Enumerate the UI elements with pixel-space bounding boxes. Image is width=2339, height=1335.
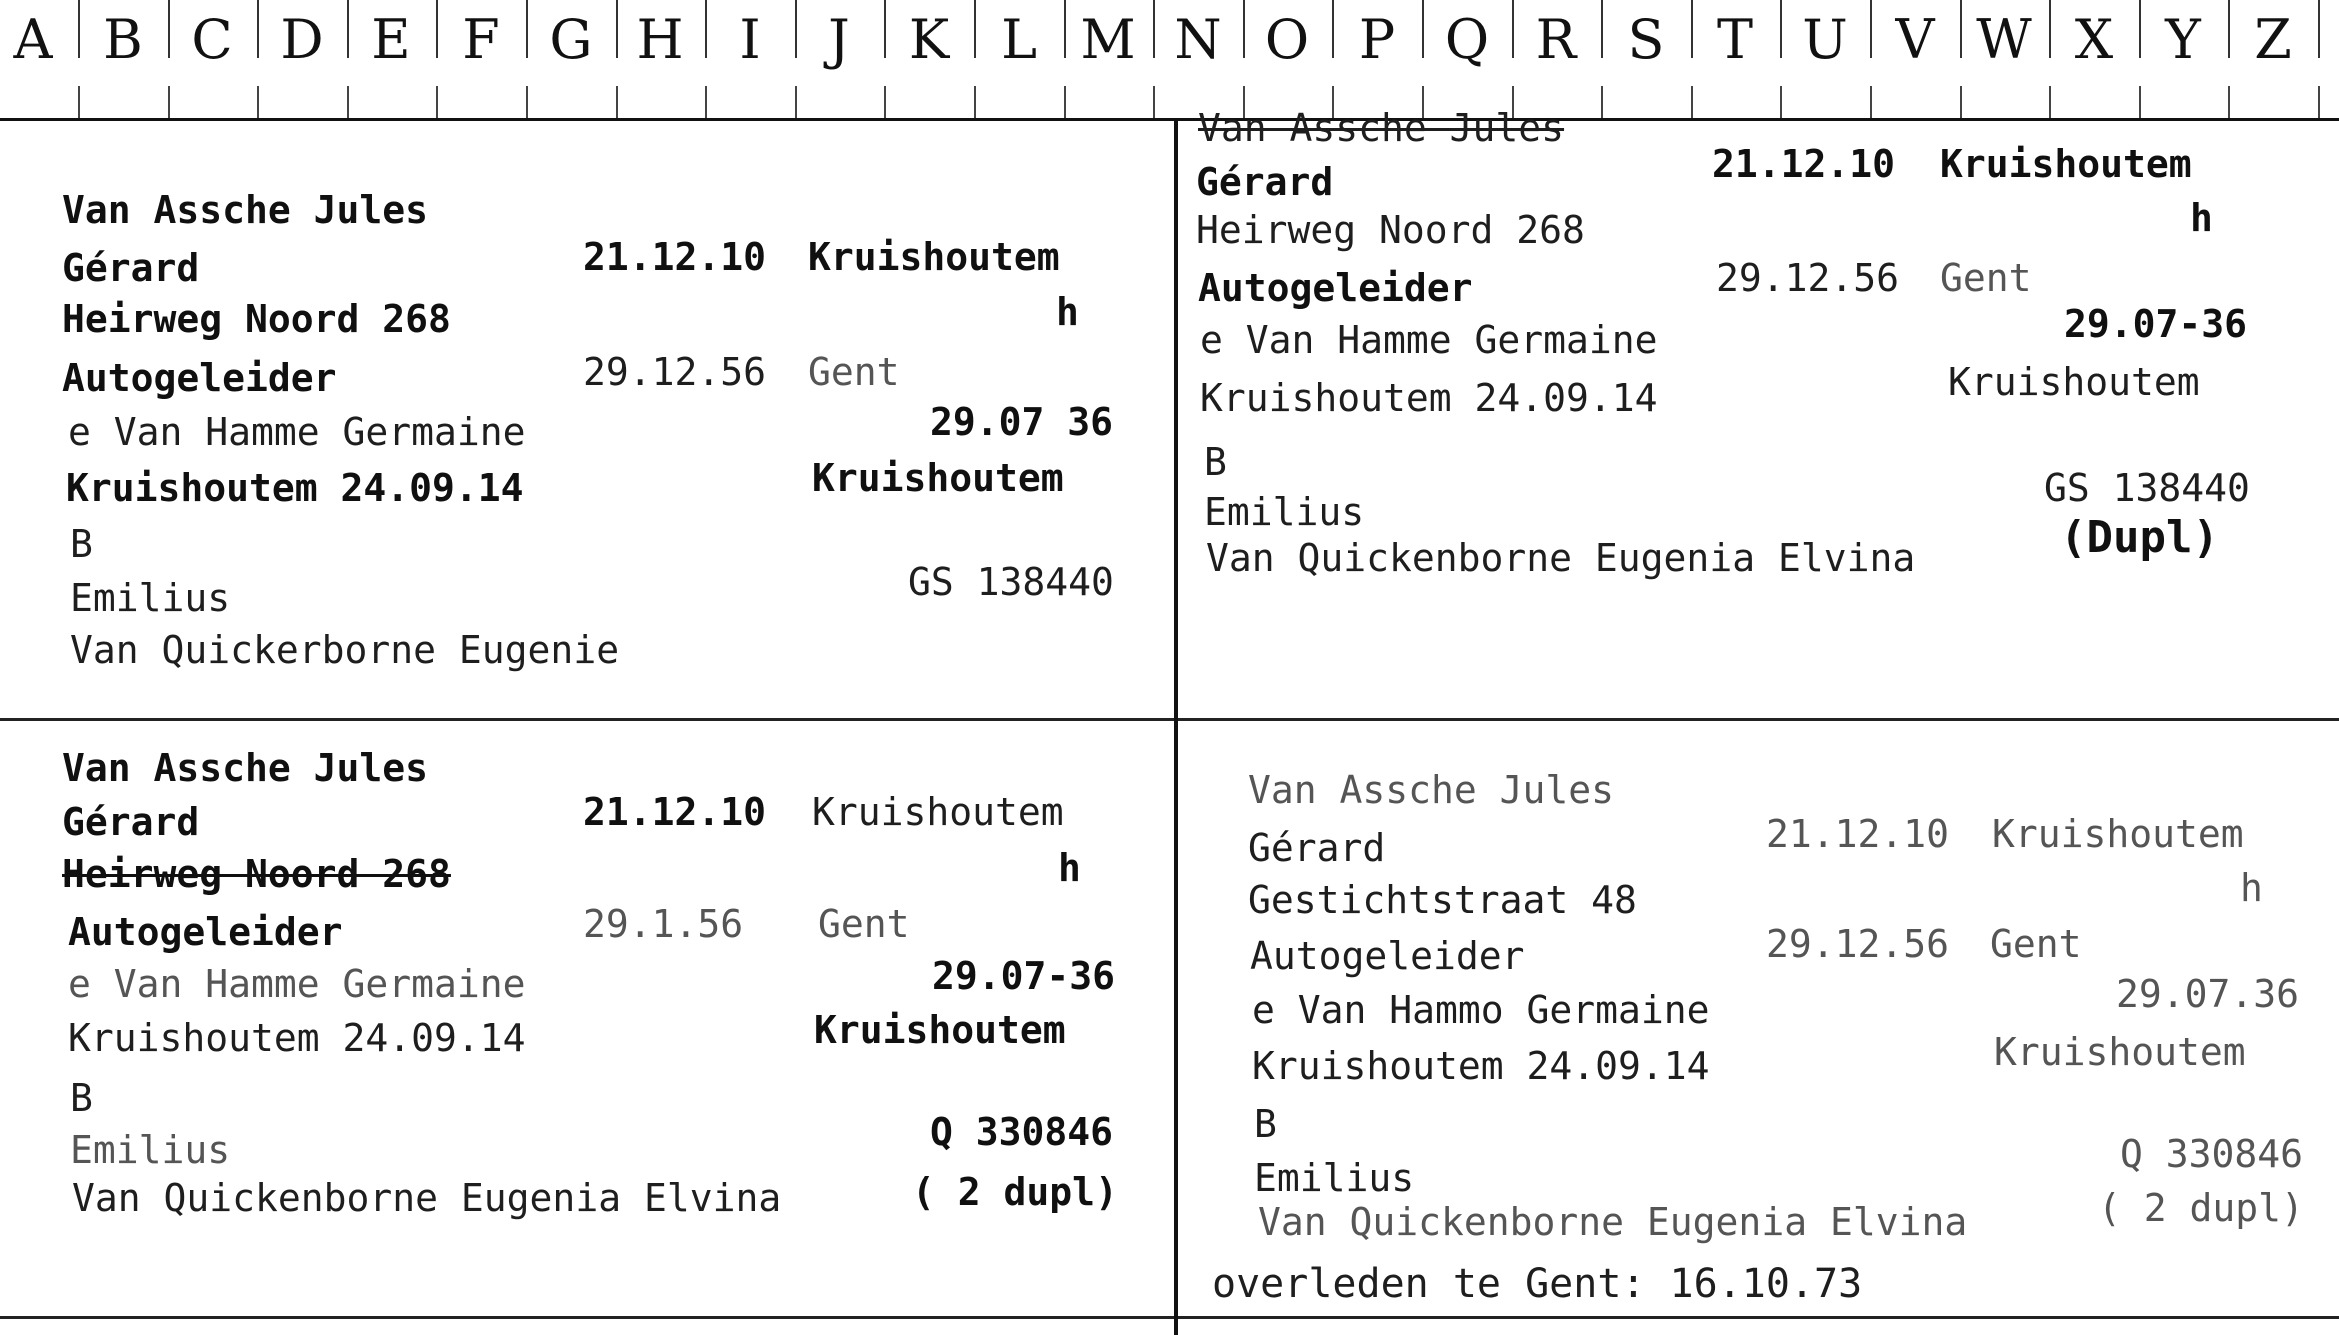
father-name: Emilius	[70, 1128, 231, 1172]
duplicate-note: (Dupl)	[2060, 512, 2219, 563]
index-letter-n: N	[1174, 8, 1222, 71]
reference-number: GS 138440	[908, 560, 1114, 604]
reference-number: GS 138440	[2044, 466, 2250, 510]
alphabet-index	[0, 0, 2339, 122]
birth-place: Kruishoutem	[1992, 812, 2244, 856]
marriage-date: 29.12.56	[1766, 922, 1950, 966]
birth-date: 21.12.10	[583, 790, 767, 834]
address: Heirweg Noord 268	[1196, 208, 1585, 252]
index-tick-lower	[974, 86, 976, 118]
mother-name: Van Quickenborne Eugenia Elvina	[1258, 1200, 1968, 1244]
marriage-date: 29.12.56	[1716, 256, 1900, 300]
birth-date: 21.12.10	[1766, 812, 1950, 856]
index-letter-t: T	[1716, 8, 1754, 71]
index-tick-lower	[2228, 86, 2230, 118]
index-tick-lower	[1601, 86, 1603, 118]
index-tick-lower	[884, 86, 886, 118]
index-letter-q: Q	[1444, 8, 1490, 71]
index-tick-lower	[2049, 86, 2051, 118]
right-date: 29.07-36	[2064, 302, 2248, 346]
right-place: Kruishoutem	[814, 1008, 1066, 1052]
given-name: Gérard	[1196, 160, 1334, 204]
card-divider-vertical	[1174, 120, 1178, 1335]
marriage-place: Gent	[808, 350, 900, 394]
right-place: Kruishoutem	[1994, 1030, 2246, 1074]
duplicate-note: ( 2 dupl)	[2098, 1186, 2304, 1230]
index-letter-d: D	[280, 8, 324, 71]
spouse-birth: Kruishoutem 24.09.14	[1200, 376, 1658, 420]
marriage-place: Gent	[1940, 256, 2032, 300]
index-tick-lower	[795, 86, 797, 118]
index-letter-p: P	[1358, 8, 1396, 71]
index-letter-m: M	[1080, 8, 1136, 71]
index-letter-u: U	[1802, 8, 1848, 71]
index-tick-lower	[526, 86, 528, 118]
person-name: Van Assche Jules	[1248, 768, 1615, 812]
index-tick-lower	[168, 86, 170, 118]
occupation: Autogeleider	[1198, 266, 1473, 310]
occupation: Autogeleider	[62, 356, 337, 400]
index-letter-s: S	[1627, 8, 1665, 71]
index-tick-lower	[2139, 86, 2141, 118]
index-letter-j: J	[828, 8, 850, 71]
index-tick-lower	[1960, 86, 1962, 118]
father-name: Emilius	[1204, 490, 1365, 534]
address: Heirweg Noord 268	[62, 297, 451, 341]
card-divider-horizontal-right	[1178, 718, 2339, 721]
given-name: Gérard	[62, 800, 200, 844]
index-letter-r: R	[1535, 8, 1577, 71]
death-note: overleden te Gent: 16.10.73	[1212, 1261, 1863, 1307]
index-letter-x: X	[2074, 8, 2114, 71]
index-rule	[0, 118, 2339, 121]
index-letter-l: L	[1001, 8, 1037, 71]
struck-header: Van Assche Jules	[1198, 106, 1565, 150]
index-tick-lower	[436, 86, 438, 118]
index-letter-w: W	[1976, 8, 2032, 71]
index-letter-o: O	[1264, 8, 1310, 71]
spouse-birth: Kruishoutem 24.09.14	[1252, 1044, 1710, 1088]
mother-name: Van Quickerborne Eugenie	[70, 628, 620, 672]
card-divider-horizontal-left	[0, 718, 1174, 721]
code: B	[1204, 440, 1227, 484]
index-letter-e: E	[371, 8, 411, 71]
person-name: Van Assche Jules	[62, 188, 429, 232]
index-tick-lower	[1064, 86, 1066, 118]
code: B	[70, 522, 93, 566]
index-letter-v: V	[1895, 8, 1935, 71]
index-tick-lower	[1780, 86, 1782, 118]
occupation: Autogeleider	[1250, 934, 1525, 978]
occupation: Autogeleider	[68, 910, 343, 954]
marriage-date: 29.1.56	[583, 902, 744, 946]
index-tick-lower	[1870, 86, 1872, 118]
index-letter-z: Z	[2254, 8, 2292, 71]
father-name: Emilius	[70, 576, 231, 620]
father-name: Emilius	[1254, 1156, 1415, 1200]
birth-date: 21.12.10	[583, 235, 767, 279]
mother-name: Van Quickenborne Eugenia Elvina	[1206, 536, 1916, 580]
right-date: 29.07 36	[930, 400, 1114, 444]
given-name: Gérard	[1248, 826, 1386, 870]
index-letter-y: Y	[2165, 8, 2201, 71]
marker: h	[1056, 290, 1079, 334]
index-tick-lower	[1153, 86, 1155, 118]
card-bottom-edge-left	[0, 1316, 1174, 1319]
index-tick	[2318, 0, 2320, 58]
spouse-birth: Kruishoutem 24.09.14	[68, 1016, 526, 1060]
spouse-birth: Kruishoutem 24.09.14	[66, 466, 524, 510]
marriage-place: Gent	[818, 902, 910, 946]
reference-number: Q 330846	[930, 1110, 1114, 1154]
marker: h	[1058, 846, 1081, 890]
person-name: Van Assche Jules	[62, 746, 429, 790]
index-tick-lower	[705, 86, 707, 118]
index-letter-g: G	[549, 8, 593, 71]
index-tick-lower	[78, 86, 80, 118]
spouse-name: e Van Hammo Germaine	[1252, 988, 1710, 1032]
index-tick-lower	[347, 86, 349, 118]
marriage-date: 29.12.56	[583, 350, 767, 394]
duplicate-note: ( 2 dupl)	[912, 1170, 1118, 1214]
marker: h	[2190, 196, 2213, 240]
marriage-place: Gent	[1990, 922, 2082, 966]
reference-number: Q 330846	[2120, 1132, 2304, 1176]
index-letter-h: H	[636, 8, 684, 71]
marker: h	[2240, 866, 2263, 910]
birth-place: Kruishoutem	[1940, 142, 2192, 186]
right-place: Kruishoutem	[1948, 360, 2200, 404]
address: Gestichtstraat 48	[1248, 878, 1637, 922]
index-tick-lower	[2318, 86, 2320, 118]
birth-place: Kruishoutem	[812, 790, 1064, 834]
index-letter-i: I	[739, 8, 761, 71]
index-tick-lower	[257, 86, 259, 118]
index-letter-f: F	[462, 8, 500, 71]
index-letter-b: B	[103, 8, 143, 71]
birth-date: 21.12.10	[1712, 142, 1896, 186]
right-date: 29.07-36	[932, 954, 1116, 998]
mother-name: Van Quickenborne Eugenia Elvina	[72, 1176, 782, 1220]
birth-place: Kruishoutem	[808, 235, 1060, 279]
index-tick-lower	[1691, 86, 1693, 118]
spouse-name: e Van Hamme Germaine	[1200, 318, 1658, 362]
address-struck: Heirweg Noord 268	[62, 852, 451, 896]
right-date: 29.07.36	[2116, 972, 2300, 1016]
index-letter-c: C	[191, 8, 233, 71]
given-name: Gérard	[62, 246, 200, 290]
spouse-name: e Van Hamme Germaine	[68, 962, 526, 1006]
code: B	[1254, 1102, 1277, 1146]
index-letter-k: K	[908, 8, 950, 71]
card-bottom-edge-right	[1178, 1316, 2339, 1319]
code: B	[70, 1076, 93, 1120]
right-place: Kruishoutem	[812, 456, 1064, 500]
spouse-name: e Van Hamme Germaine	[68, 410, 526, 454]
index-tick-lower	[616, 86, 618, 118]
index-letter-a: A	[13, 8, 53, 71]
